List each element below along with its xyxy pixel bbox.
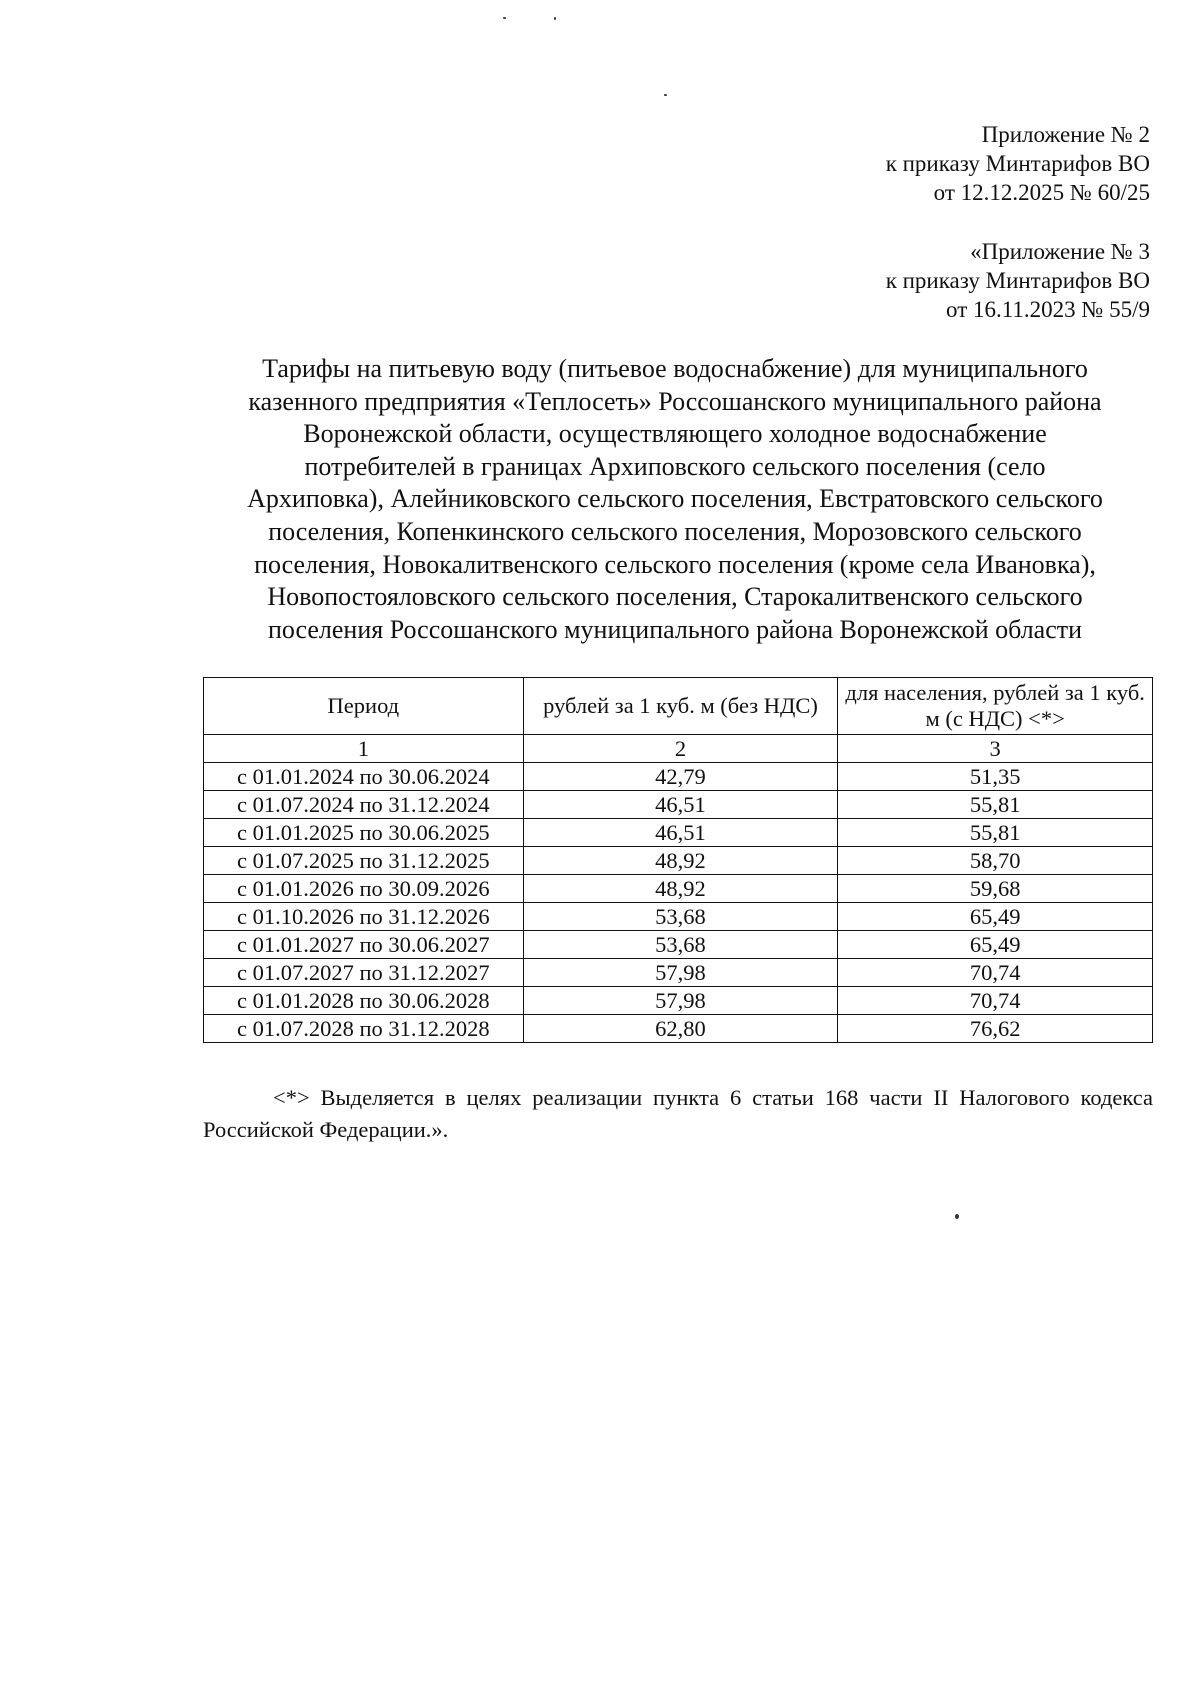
tariff-no-vat-cell: 62,80 [523,1015,838,1043]
annex-number: Приложение № 2 [981,122,1150,147]
title-line: Тарифы на питьевую воду (питьевое водоснабжение) для муниципального [262,354,1088,383]
column-header-period: Период [204,678,524,735]
period-cell: с 01.01.2027 по 30.06.2027 [204,931,524,959]
tariff-no-vat-cell: 53,68 [523,903,838,931]
tariff-population-cell: 65,49 [838,903,1153,931]
period-cell: с 01.07.2028 по 31.12.2028 [204,1015,524,1043]
tariff-no-vat-cell: 48,92 [523,847,838,875]
period-cell: с 01.07.2027 по 31.12.2027 [204,959,524,987]
period-cell: с 01.01.2025 по 30.06.2025 [204,819,524,847]
tariff-no-vat-cell: 57,98 [523,987,838,1015]
footnote: <*> Выделяется в целях реализации пункта 6 статьи 168 части II Налогового кодекса Российской Федерации.». [203,1085,1153,1142]
table-row [204,875,1153,903]
tariff-population-cell: 76,62 [838,1015,1153,1043]
title-line: потребителей в границах Архиповского сельского поселения (село [304,451,1046,481]
title-line: поселения, Копенкинского сельского поселения, Морозовского сельского [268,516,1082,546]
tariff-population-cell: 59,68 [838,875,1153,903]
scan-speck [955,1214,959,1219]
period-cell: с 01.01.2024 по 30.06.2024 [204,763,524,791]
prior-annex-header [886,237,1150,324]
title-line: поселения, Новокалитвенского сельского поселения (кроме села Ивановка), [254,549,1096,579]
column-header-tariff-population: для населения, рублей за 1 куб. м (с НДС) <*> [838,678,1153,735]
column-number: 1 [204,735,524,763]
tariff-table [203,677,1153,1043]
table-row [204,1015,1153,1043]
title-line: Воронежской области, осуществляющего холодное водоснабжение [303,419,1047,449]
tariff-population-cell: 55,81 [838,791,1153,819]
table-row [204,959,1153,987]
annex-order-date: от 12.12.2025 № 60/25 [933,180,1150,205]
tariff-no-vat-cell: 46,51 [523,791,838,819]
tariff-no-vat-cell: 48,92 [523,875,838,903]
annex-order-ref: к приказу Минтарифов ВО [885,151,1150,176]
prior-annex-order-ref: к приказу Минтарифов ВО [885,268,1150,293]
prior-annex-order-date: от 16.11.2023 № 55/9 [946,297,1150,322]
title-line: Архиповка), Алейниковского сельского поселения, Евстратовского сельского [247,484,1103,514]
tariff-population-cell: 70,74 [838,987,1153,1015]
period-cell: с 01.01.2026 по 30.09.2026 [204,875,524,903]
tariff-no-vat-cell: 42,79 [523,763,838,791]
tariff-population-cell: 55,81 [838,819,1153,847]
scan-speck [554,17,556,20]
tariff-population-cell: 51,35 [838,763,1153,791]
tariff-population-cell: 65,49 [838,931,1153,959]
title-line: казенного предприятия «Теплосеть» Россошанского муниципального района [248,386,1102,416]
title-line: Новопостояловского сельского поселения, Старокалитвенского сельского [267,582,1083,612]
document-title [180,353,1170,646]
tariff-no-vat-cell: 46,51 [523,819,838,847]
column-header-tariff-no-vat: рублей за 1 куб. м (без НДС) [523,678,838,735]
tariff-no-vat-cell: 53,68 [523,931,838,959]
title-line: поселения Россошанского муниципального района Воронежской области [267,614,1083,644]
table-header-row [204,678,1153,735]
scan-speck [664,94,667,96]
column-number: 3 [838,735,1153,763]
period-cell: с 01.10.2026 по 31.12.2026 [204,903,524,931]
period-cell: с 01.01.2028 по 30.06.2028 [204,987,524,1015]
prior-annex-number: «Приложение № 3 [970,239,1150,264]
scan-speck [503,17,506,19]
table-row [204,931,1153,959]
table-row [204,987,1153,1015]
table-row [204,791,1153,819]
table-row [204,903,1153,931]
tariff-population-cell: 58,70 [838,847,1153,875]
table-row [204,763,1153,791]
annex-header [886,120,1150,207]
period-cell: с 01.07.2025 по 31.12.2025 [204,847,524,875]
column-number-row [204,735,1153,763]
table-row [204,847,1153,875]
tariff-population-cell: 70,74 [838,959,1153,987]
table-row [204,819,1153,847]
period-cell: с 01.07.2024 по 31.12.2024 [204,791,524,819]
column-number: 2 [523,735,838,763]
tariff-no-vat-cell: 57,98 [523,959,838,987]
